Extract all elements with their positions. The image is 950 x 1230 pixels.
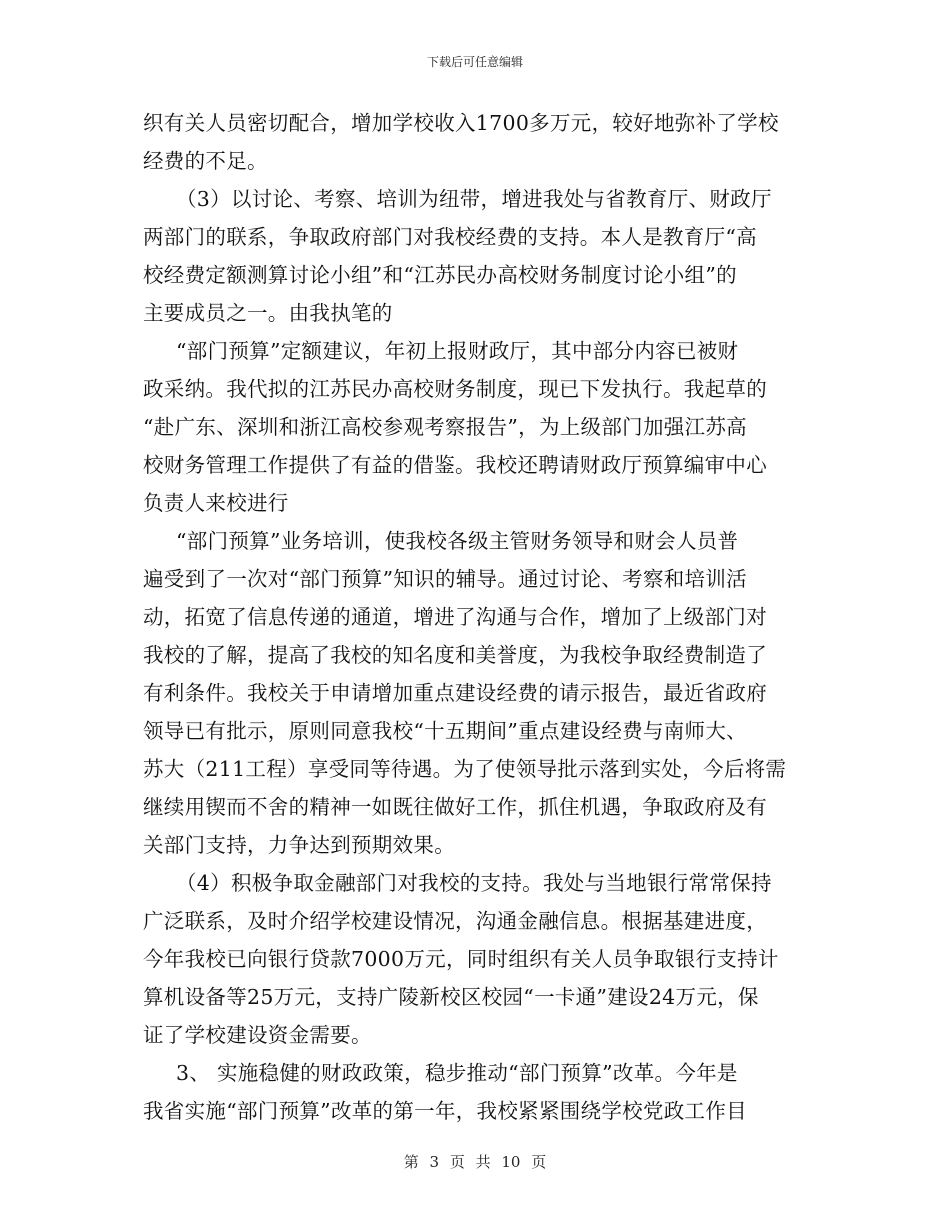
text-line: 广泛联系，及时介绍学校建设情况，沟通金融信息。根据基建进度， — [143, 909, 767, 933]
text-line: 3、 实施稳健的财政政策，稳步推动“部门预算”改革。今年是 — [176, 1061, 738, 1085]
text-line: 领导已有批示，原则同意我校“十五期间”重点建设经费与南师大、 — [143, 719, 747, 743]
page-header: 下载后可任意编辑 — [426, 55, 523, 69]
text-line: 我校的了解，提高了我校的知名度和美誉度，为我校争取经费制造了 — [143, 643, 767, 667]
text-line: 苏大（211工程）享受同等待遇。为了使领导批示落到实处，今后将需 — [143, 757, 787, 781]
text-line: 校财务管理工作提供了有益的借鉴。我校还聘请财政厅预算编审中心 — [143, 453, 767, 477]
text-line: 负责人来校进行 — [143, 491, 289, 515]
text-line: 动，拓宽了信息传递的通道，增进了沟通与合作，增加了上级部门对 — [143, 605, 767, 629]
text-line: 有利条件。我校关于申请增加重点建设经费的请示报告，最近省政府 — [143, 681, 767, 705]
text-line: 两部门的联系，争取政府部门对我校经费的支持。本人是教育厅“高 — [143, 225, 757, 249]
text-line: （4）积极争取金融部门对我校的支持。我处与当地银行常常保持 — [176, 871, 772, 895]
text-line: “赴广东、深圳和浙江高校参观考察报告”，为上级部门加强江苏高 — [143, 415, 747, 439]
text-line: “部门预算”定额建议，年初上报财政厅，其中部分内容已被财 — [176, 339, 739, 363]
text-line: 校经费定额测算讨论小组”和“江苏民办高校财务制度讨论小组”的 — [143, 263, 737, 287]
page-footer: 第 3 页 共 10 页 — [403, 1153, 547, 1171]
text-line: 证了学校建设资金需要。 — [143, 1023, 372, 1047]
text-line: 继续用锲而不舍的精神一如既往做好工作，抓住机遇，争取政府及有 — [143, 795, 767, 819]
text-line: 织有关人员密切配合，增加学校收入1700多万元，较好地弥补了学校 — [143, 111, 779, 135]
text-line: 遍受到了一次对“部门预算”知识的辅导。通过讨论、考察和培训活 — [143, 567, 747, 591]
text-line: 今年我校已向银行贷款7000万元，同时组织有关人员争取银行支持计 — [143, 947, 779, 971]
text-line: 关部门支持，力争达到预期效果。 — [143, 833, 455, 857]
text-line: 主要成员之一。由我执笔的 — [143, 301, 393, 325]
text-line: 经费的不足。 — [143, 149, 268, 173]
text-line: 我省实施“部门预算”改革的第一年，我校紧紧围绕学校党政工作目 — [143, 1099, 747, 1123]
text-line: “部门预算”业务培训，使我校各级主管财务领导和财会人员普 — [176, 529, 739, 553]
text-line: 政采纳。我代拟的江苏民办高校财务制度，现已下发执行。我起草的 — [143, 377, 767, 401]
document-body — [143, 104, 808, 1130]
text-line: 算机设备等25万元，支持广陵新校区校园“一卡通”建设24万元，保 — [143, 985, 759, 1009]
text-line: （3）以讨论、考察、培训为纽带，增进我处与省教育厅、财政厅 — [176, 187, 772, 211]
